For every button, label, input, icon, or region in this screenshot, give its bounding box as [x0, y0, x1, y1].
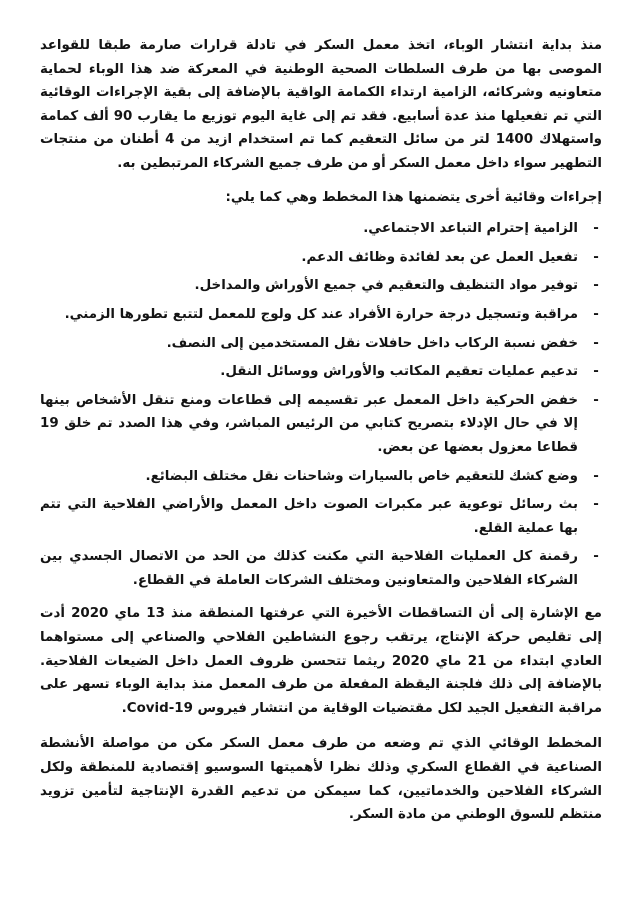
conclusion-paragraph: المخطط الوقائي الذي تم وضعه من طرف معمل السكر مكن من مواصلة الأنشطة الصناعية في القطاع السكري وذلك نظرا لأهميتها السوسيو إقتصادية للمنطقة ولكل الشركاء الفلاحين والخدماتيين، كما سيمكن من تدعيم القدرة الإنتاجية لتأمين تزويد منتظم للسوق الوطني من مادة السكر.: [40, 736, 602, 823]
measures-list: [40, 217, 602, 592]
list-item: - مراقبة وتسجيل درجة حرارة الأفراد عند كل ولوج للمعمل لتتبع تطورها الزمني.: [40, 303, 578, 327]
list-item: - وضع كشك للتعقيم خاص بالسيارات وشاحنات نقل مختلف البضائع.: [40, 465, 578, 489]
measures-heading: إجراءات وقائية أخرى يتضمنها هذا المخطط وهي كما يلي:: [225, 189, 602, 205]
list-item: - الزامية إحترام التباعد الاجتماعي.: [40, 217, 578, 241]
list-item: - خفض نسبة الركاب داخل حافلات نقل المستخدمين إلى النصف.: [40, 332, 578, 356]
intro-paragraph: منذ بداية انتشار الوباء، اتخذ معمل السكر في تادلة قرارات صارمة طبقا للقواعد الموصى بها من طرف السلطات الصحية الوطنية في المعركة ضد هذا الوباء لحماية متعاونيه وشركائه، الزامية ارتداء الكمامة الواقية بالإضافة إلى بقية الإجراءات الوقائية التي تم تفعيلها منذ عدة أسابيع. فقد تم إلى غاية اليوم توزيع ما يقارب 90 ألف كمامة واستهلاك 1400 لتر من سائل التعقيم كما تم استخدام ازيد من 4 أطنان من منتجات التطهير سواء داخل معمل السكر أو من طرف جميع الشركاء المرتبطين به.: [40, 38, 602, 171]
list-item: - تفعيل العمل عن بعد لفائدة وظائف الدعم.: [40, 246, 578, 270]
list-item: - توفير مواد التنظيف والتعقيم في جميع الأوراش والمداخل.: [40, 274, 578, 298]
rainfall-paragraph: مع الإشارة إلى أن التساقطات الأخيرة التي عرفتها المنطقة منذ 13 ماي 2020 أدت إلى تقليص حركة الإنتاج، يرتقب رجوع النشاطين الفلاحي والصناعي إلى مستواهما العادي ابتداء من 21 ماي 2020 ريثما تتحسن ظروف العمل داخل الضيعات الفلاحية. بالإضافة إلى ذلك فلجنة اليقظة المفعلة من طرف المعمل منذ بداية الوباء تسهر على مراقبة التفعيل الجيد لكل مقتضيات الوقاية من انتشار فيروس Covid-19.: [40, 606, 602, 716]
document-page: [40, 34, 602, 827]
list-item: - خفض الحركية داخل المعمل عبر تقسيمه إلى قطاعات ومنع تنقل الأشخاص بينها إلا في حال الإدلاء بتصريح كتابي من الرئيس المباشر، وفي هذا الصدد تم خلق 19 قطاعا معزول بعضها عن بعض.: [40, 389, 578, 460]
list-item: - بث رسائل توعوية عبر مكبرات الصوت داخل المعمل والأراضي الفلاحية التي تتم بها عملية القلع.: [40, 493, 578, 540]
list-item: - تدعيم عمليات تعقيم المكاتب والأوراش ووسائل النقل.: [40, 360, 578, 384]
list-item: - رقمنة كل العمليات الفلاحية التي مكنت كذلك من الحد من الاتصال الجسدي بين الشركاء الفلاحين والمتعاونين ومختلف الشركات العاملة في القطاع.: [40, 545, 578, 592]
